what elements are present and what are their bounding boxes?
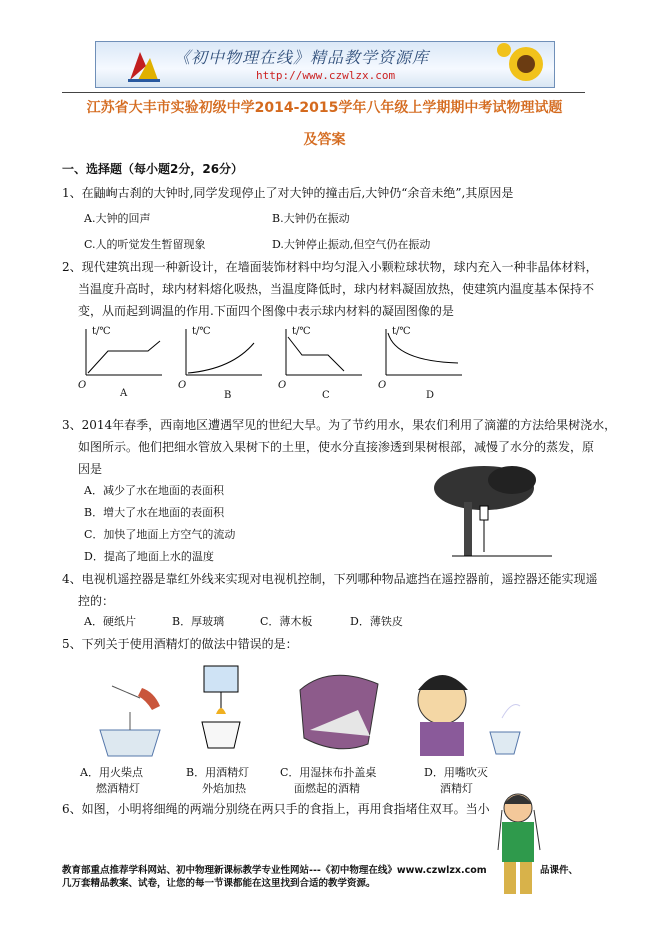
q4-line1: 4、电视机遥控器是靠红外线来实现对电视机控制，下列哪种物品遮挡在遥控器前，遥控器还能实现遥 (62, 572, 598, 586)
q5-option-b-line1: B．用酒精灯 (186, 766, 250, 779)
graph-c-label: C (322, 390, 330, 401)
graph-a-ylabel: t/℃ (92, 326, 111, 337)
site-logo-icon (126, 46, 162, 84)
q5-option-a-line1: A．用火柴点 (80, 766, 143, 779)
q4-line2: 控的： (78, 594, 115, 608)
q2-line2: 当温度升高时，球内材料熔化吸热，当温度降低时，球内材料凝固放热，使建筑内温度基本保持不 (78, 282, 595, 296)
graph-d-ylabel: t/℃ (392, 326, 411, 337)
graph-b-origin: O (178, 380, 187, 391)
q5-option-c-line1: C．用湿抹布扑盖桌 (280, 766, 377, 779)
q6-stem: 6、如图，小明将细绳的两端分别绕在两只手的食指上，再用食指堵住双耳。当小 (62, 802, 490, 816)
lamp-heating-image (190, 660, 252, 752)
banner-url[interactable]: http://www.czwlzx.com (256, 69, 396, 82)
q5-option-d-line2: 酒精灯 (440, 782, 473, 795)
q5-option-b-line2: 外焰加热 (202, 782, 246, 795)
q5-stem: 5、下列关于使用酒精灯的做法中错误的是： (62, 637, 298, 651)
footer-line1-right: 品课件、 (540, 865, 579, 876)
q3-option-a: A．减少了水在地面的表面积 (84, 484, 224, 497)
q3-option-d: D．提高了地面上水的温度 (84, 550, 214, 563)
q3-line1: 3、2014年春季，西南地区遭遇罕见的世纪大旱。为了节约用水，果农们利用了滴灌的方法给果树浇水， (62, 418, 617, 432)
q5-option-a-line2: 燃酒精灯 (96, 782, 140, 795)
q4-option-d: D．薄铁皮 (350, 615, 403, 628)
graph-b-label: B (224, 390, 232, 401)
sunflower-icon (496, 42, 554, 87)
q3-option-c: C．加快了地面上方空气的流动 (84, 528, 236, 541)
graph-c-ylabel: t/℃ (292, 326, 311, 337)
section-heading: 一、选择题（每小题2分，26分） (62, 162, 244, 176)
q4-option-c: C．薄木板 (260, 615, 313, 628)
graph-d-label: D (426, 390, 435, 401)
q3-line2: 如图所示。他们把细水管放入果树下的土里，使水分直接渗透到果树根部，减慢了水分的蒸发，原 (78, 440, 595, 454)
graph-c-origin: O (278, 380, 287, 391)
q2-line1: 2、现代建筑出现一种新设计，在墙面装饰材料中均匀混入小颗粒球状物，球内充入一种非晶体材料， (62, 260, 598, 274)
q1-option-c: C.人的听觉发生暂留现象 (84, 238, 206, 251)
paper-title-line1: 江苏省大丰市实验初级中学2014-2015学年八年级上学期期中考试物理试题 (86, 100, 563, 116)
header-rule (62, 92, 585, 93)
header-banner (95, 41, 555, 88)
footer-line2: 几万套精品教案、试卷，让您的每一节课都能在这里找到合适的教学资源。 (62, 878, 376, 889)
q3-line3: 因是 (78, 462, 103, 476)
banner-title: 《初中物理在线》精品教学资源库 (174, 48, 430, 67)
graph-b-ylabel: t/℃ (192, 326, 211, 337)
footer-note (62, 864, 592, 890)
blowing-out-lamp-image (404, 660, 528, 760)
q5-option-d-line1: D．用嘴吹灭 (424, 766, 488, 779)
q1-option-b: B.大钟仍在振动 (272, 212, 350, 225)
wet-cloth-image (290, 660, 382, 758)
q4-option-a: A．硬纸片 (84, 615, 136, 628)
drip-irrigation-tree-image (432, 462, 562, 560)
q2-line3: 变，从而起到调温的作用.下面四个图像中表示球内材料的凝固图像的是 (78, 304, 454, 318)
q4-option-b: B．厚玻璃 (172, 615, 225, 628)
q3-option-b: B．增大了水在地面的表面积 (84, 506, 225, 519)
graph-a-origin: O (78, 380, 87, 391)
graph-d-origin: O (378, 380, 387, 391)
q5-option-c-line2: 面燃起的酒精 (294, 782, 360, 795)
footer-line1: 教育部重点推荐学科网站、初中物理新课标教学专业性网站---《初中物理在线》www.czwlzx.com (62, 865, 487, 876)
lamp-match-image (92, 668, 168, 760)
q1-stem: 1、在鼬峋古刹的大钟时,同学发现停止了对大钟的撞击后,大钟仍“余音未绝”,其原因是 (62, 186, 514, 200)
q1-option-d: D.大钟停止振动,但空气仍在振动 (272, 238, 431, 251)
q1-option-a: A.大钟的回声 (84, 212, 151, 225)
paper-title-line2: 及答案 (303, 132, 346, 148)
graph-a-label: A (120, 388, 128, 399)
